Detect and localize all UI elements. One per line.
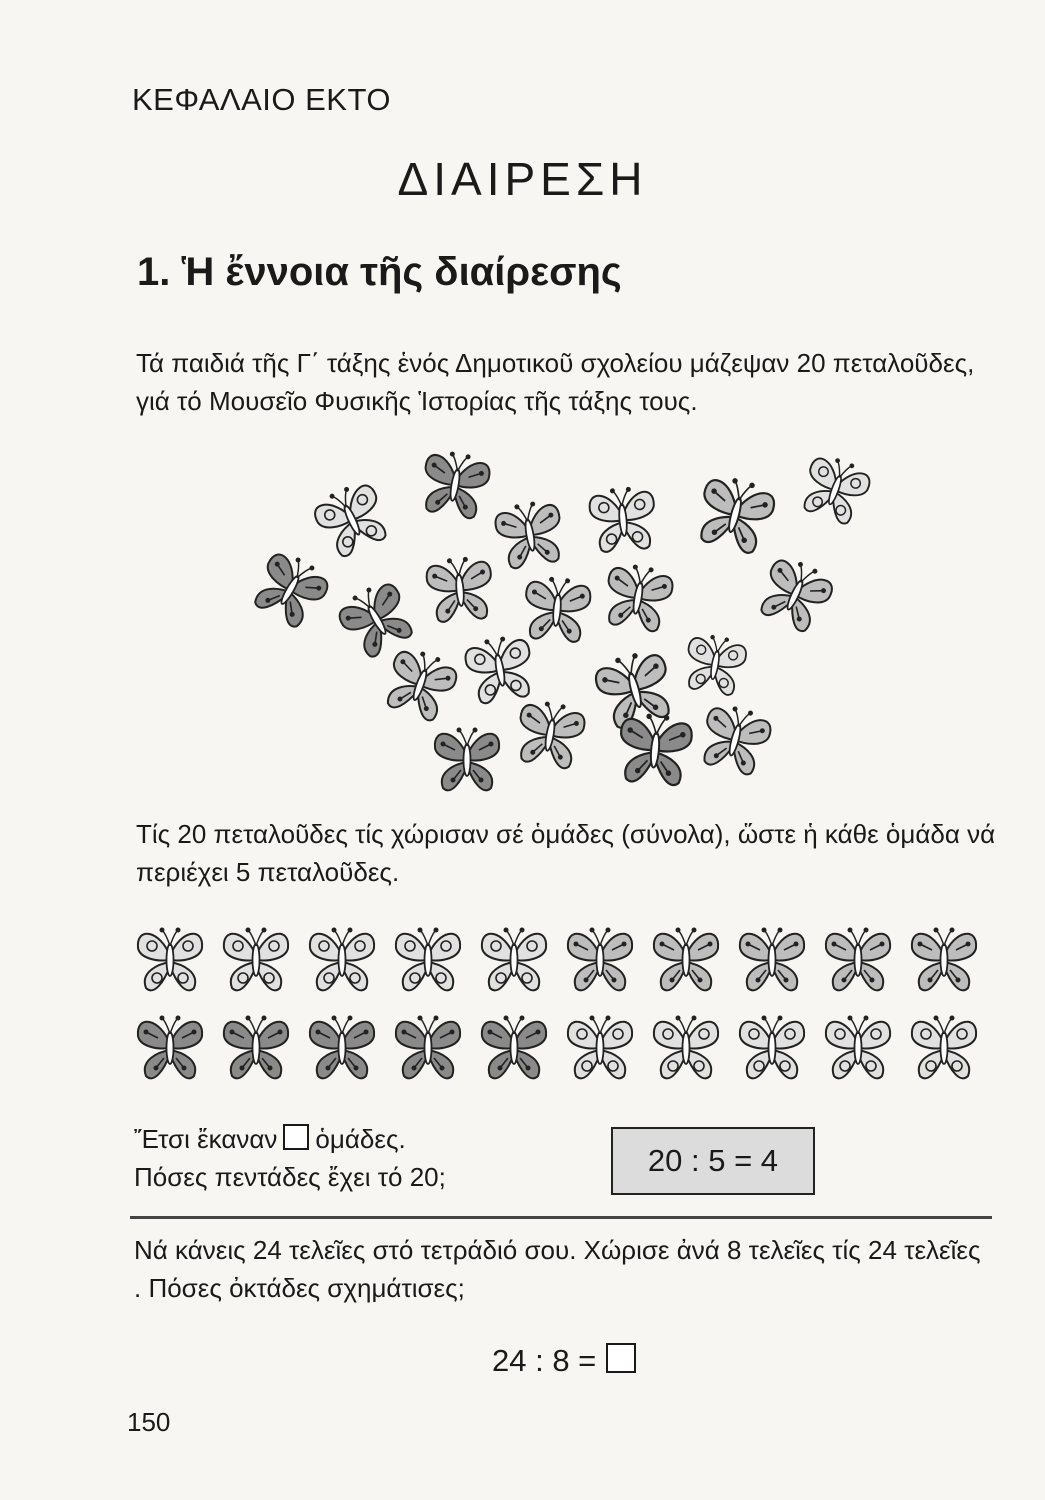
butterfly-icon (696, 700, 774, 777)
butterfly-icon (463, 632, 537, 705)
butterfly-icon (654, 928, 718, 991)
butterfly-icon (753, 552, 838, 636)
butterfly-icon (425, 555, 494, 623)
butterfly-icon (333, 576, 420, 663)
butterfly-icon (224, 1016, 288, 1079)
butterfly-icon (588, 485, 657, 553)
butterfly-icon (740, 928, 804, 991)
question-text-after: ὁμάδες. (315, 1124, 406, 1154)
butterfly-icon (568, 1016, 632, 1079)
grouping-paragraph: Τίς 20 πεταλοῦδες τίς χώρισαν σέ ὁμάδες (σύνολα), ὥστε ἡ κάθε ὁμάδα νά περιέχει 5 πεταλοῦδες. (136, 819, 996, 887)
butterfly-icon (309, 477, 394, 561)
question-line-1 (134, 1120, 446, 1158)
exercise-equation-text: 24 : 8 = (492, 1343, 597, 1378)
exercise-equation (492, 1343, 642, 1379)
butterfly-icon (912, 1016, 976, 1079)
butterfly-cloud-illustration (245, 440, 895, 805)
answer-blank-box[interactable] (283, 1124, 309, 1150)
butterfly-icon (796, 451, 874, 528)
butterfly-icon (435, 728, 499, 791)
butterfly-icon (522, 575, 591, 643)
butterfly-icon (654, 1016, 718, 1079)
question-line-2: Πόσες πεντάδες ἔχει τό 20; (134, 1162, 446, 1192)
answer-equation: 20 : 5 = 4 (647, 1143, 779, 1178)
chapter-title: ΚΕΦΑΛΑΙΟ ΕΚΤΟ (132, 82, 391, 117)
butterfly-icon (826, 1016, 890, 1079)
butterfly-icon (568, 928, 632, 991)
butterfly-icon (826, 928, 890, 991)
butterfly-icon (692, 471, 778, 556)
question-text-before: Ἔτσι ἔκαναν (134, 1124, 278, 1154)
butterfly-icon (224, 928, 288, 991)
butterfly-icon (418, 447, 492, 520)
butterfly-icon (682, 631, 749, 697)
butterfly-icon (493, 497, 567, 570)
butterfly-icon (513, 697, 587, 770)
butterfly-icon (310, 1016, 374, 1079)
butterfly-icon (482, 1016, 546, 1079)
butterfly-icon (396, 928, 460, 991)
question-block (134, 1120, 446, 1196)
exercise-answer-box[interactable] (606, 1343, 636, 1373)
intro-paragraph: Τά παιδιά τῆς Γ΄ τάξης ἑνός Δημοτικοῦ σχολείου μάζεψαν 20 πεταλοῦδες, γιά τό Μουσεῖο Φυσικῆς Ἱστορίας τῆς τάξης τους. (136, 348, 975, 416)
butterfly-icon (740, 1016, 804, 1079)
butterfly-icon (138, 928, 202, 991)
divider (130, 1216, 992, 1219)
butterfly-icon (482, 928, 546, 991)
butterfly-icon (912, 928, 976, 991)
section-heading: 1. Ἡ ἔννοια τῆς διαίρεσης (137, 250, 622, 294)
butterfly-icon (138, 1016, 202, 1079)
page-number: 150 (127, 1407, 171, 1437)
butterfly-icon (310, 928, 374, 991)
butterfly-icon (617, 711, 693, 786)
exercise-paragraph: Νά κάνεις 24 τελεῖες στό τετράδιό σου. Χώρισε ἀνά 8 τελεῖες τίς 24 τελεῖες . Πόσες ὀκτάδες σχημάτισες; (134, 1235, 981, 1303)
butterfly-icon (247, 546, 334, 633)
butterfly-icon (379, 643, 461, 724)
butterfly-icon (601, 560, 675, 633)
answer-equation-box (611, 1127, 815, 1195)
page-title: ΔΙΑΙΡΕΣΗ (397, 153, 648, 205)
butterfly-groups-illustration (130, 915, 1000, 1095)
butterfly-icon (396, 1016, 460, 1079)
